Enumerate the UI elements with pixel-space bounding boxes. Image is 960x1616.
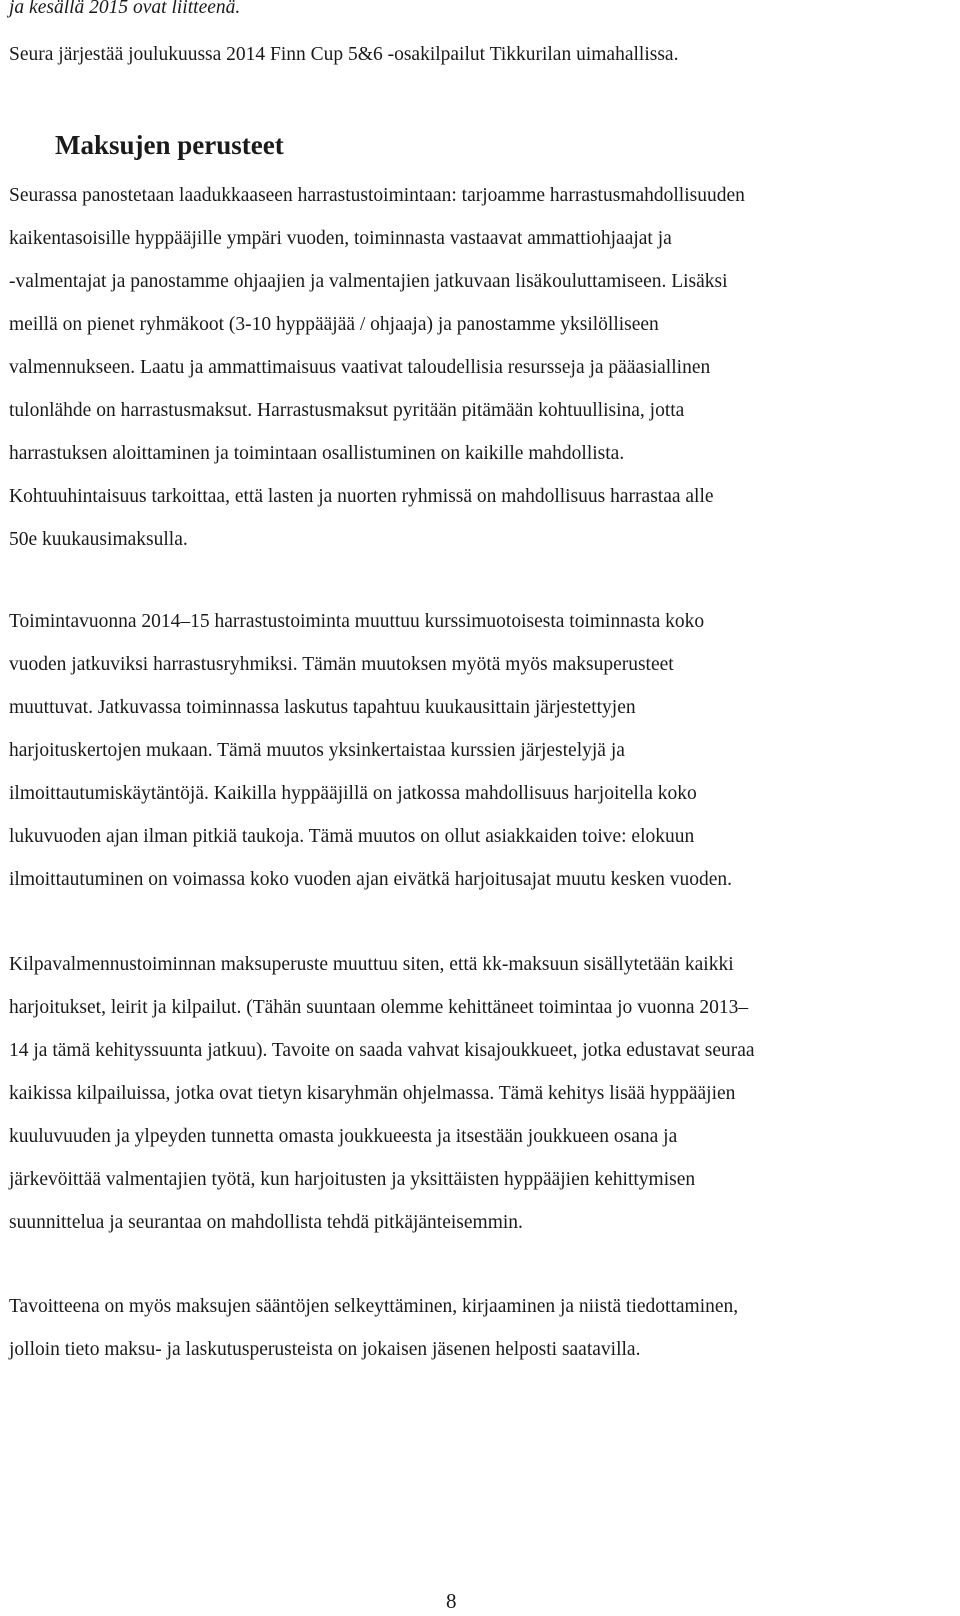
paragraph-line: tulonlähde on harrastusmaksut. Harrastusmaksut pyritään pitämään kohtuullisina, jotta: [9, 400, 685, 421]
paragraph-line: -valmentajat ja panostamme ohjaajien ja valmentajien jatkuvaan lisäkouluttamiseen. Lisäksi: [9, 271, 728, 292]
paragraph-line: Tavoitteena on myös maksujen sääntöjen selkeyttäminen, kirjaaminen ja niistä tiedottaminen,: [9, 1296, 739, 1317]
paragraph-line: vuoden jatkuviksi harrastusryhmiksi. Tämän muutoksen myötä myös maksuperusteet: [9, 654, 674, 675]
paragraph-line: kaikissa kilpailuissa, jotka ovat tietyn kisaryhmän ohjelmassa. Tämä kehitys lisää hyppääjien: [9, 1083, 736, 1104]
paragraph-line: muuttuvat. Jatkuvassa toiminnassa laskutus tapahtuu kuukausittain järjestettyjen: [9, 697, 636, 718]
paragraph-line: kaikentasoisille hyppääjille ympäri vuoden, toiminnasta vastaavat ammattiohjaajat ja: [9, 228, 672, 249]
paragraph-line: meillä on pienet ryhmäkoot (3-10 hyppääjää / ohjaaja) ja panostamme yksilölliseen: [9, 314, 659, 335]
paragraph-line: suunnittelua ja seurantaa on mahdollista tehdä pitkäjänteisemmin.: [9, 1212, 523, 1233]
paragraph-line: Toimintavuonna 2014–15 harrastustoiminta muuttuu kurssimuotoisesta toiminnasta koko: [9, 611, 705, 632]
paragraph-line: järkevöittää valmentajien työtä, kun harjoitusten ja yksittäisten hyppääjien kehittymisen: [9, 1169, 696, 1190]
paragraph-line: 14 ja tämä kehityssuunta jatkuu). Tavoite on saada vahvat kisajoukkueet, jotka edustavat seuraa: [9, 1040, 755, 1061]
paragraph-line: ilmoittautumiskäytäntöjä. Kaikilla hyppääjillä on jatkossa mahdollisuus harjoitella koko: [9, 783, 697, 804]
paragraph-fee-basis: [9, 174, 745, 561]
paragraph-line: valmennukseen. Laatu ja ammattimaisuus vaativat taloudellisia resursseja ja pääasiallinen: [9, 357, 711, 378]
paragraph-line: harjoituskertojen mukaan. Tämä muutos yksinkertaistaa kurssien järjestelyjä ja: [9, 740, 625, 761]
paragraph-competition-coaching: [9, 943, 755, 1244]
page-number: 8: [446, 1589, 457, 1613]
paragraph-line: harrastuksen aloittaminen ja toimintaan osallistuminen on kaikille mahdollista.: [9, 443, 625, 464]
paragraph-line: ilmoittautuminen on voimassa koko vuoden ajan eivätkä harjoitusajat muutu kesken vuoden.: [9, 869, 732, 890]
paragraph-line: 50e kuukausimaksulla.: [9, 529, 188, 550]
paragraph-line: lukuvuoden ajan ilman pitkiä taukoja. Tämä muutos on ollut asiakkaiden toive: elokuun: [9, 826, 695, 847]
paragraph-line: kuuluvuuden ja ylpeyden tunnetta omasta joukkueesta ja itsestään joukkueen osana ja: [9, 1126, 678, 1147]
paragraph-line: harjoitukset, leirit ja kilpailut. (Tähän suuntaan olemme kehittäneet toimintaa jo vuonna 2013–: [9, 997, 749, 1018]
paragraph-line: Seurassa panostetaan laadukkaaseen harrastustoimintaan: tarjoamme harrastusmahdollisuuden: [9, 185, 745, 206]
paragraph-line: Kilpavalmennustoiminnan maksuperuste muuttuu siten, että kk-maksuun sisällytetään kaikki: [9, 954, 734, 975]
intro-line-2: Seura järjestää joulukuussa 2014 Finn Cup 5&6 -osakilpailut Tikkurilan uimahallissa.: [9, 44, 679, 65]
paragraph-season-change: [9, 600, 732, 901]
paragraph-line: jolloin tieto maksu- ja laskutusperusteista on jokaisen jäsenen helposti saatavilla.: [9, 1339, 641, 1360]
paragraph-goals: [9, 1285, 738, 1371]
paragraph-line: Kohtuuhintaisuus tarkoittaa, että lasten ja nuorten ryhmissä on mahdollisuus harrastaa alle: [9, 486, 714, 507]
intro-line-1: ja kesällä 2015 ovat liitteenä.: [9, 0, 241, 18]
section-heading: Maksujen perusteet: [55, 130, 284, 160]
